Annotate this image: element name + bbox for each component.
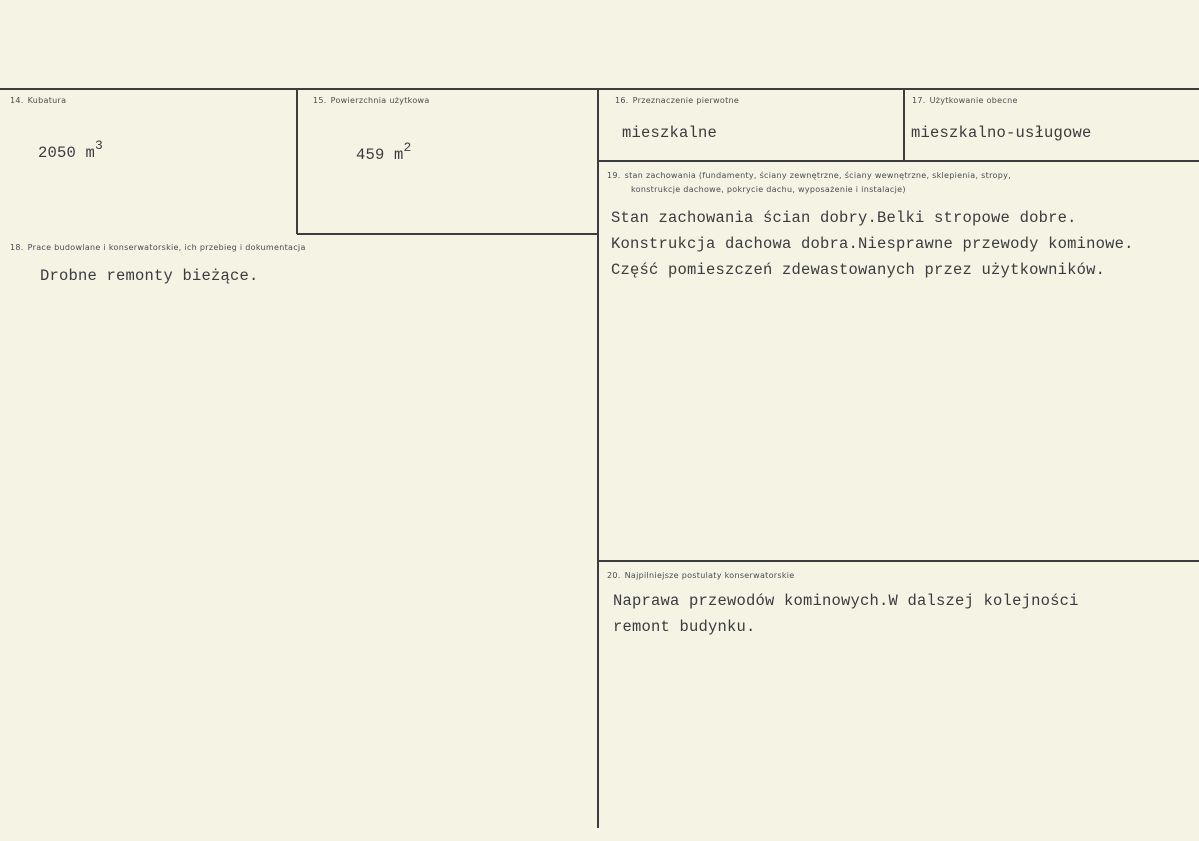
field-16-number: 16.	[615, 96, 629, 105]
field-15-value	[356, 142, 412, 164]
field-19-label	[607, 171, 1011, 180]
field-19-text	[611, 205, 1134, 283]
field-15-label	[313, 96, 430, 105]
powierzchnia-unit: m	[394, 146, 404, 165]
field-16-label	[615, 96, 739, 105]
row1-bottom-left-border	[297, 233, 598, 235]
field-18-label	[10, 243, 306, 252]
field-17-label-text: Użytkowanie obecne	[929, 96, 1018, 105]
field-19-label-line2: konstrukcje dachowe, pokrycie dachu, wyposażenie i instalacje)	[631, 185, 906, 194]
main-vertical-divider	[597, 90, 599, 828]
field-16-label-text: Przeznaczenie pierwotne	[632, 96, 740, 105]
kubatura-unit: m	[85, 144, 96, 163]
kubatura-unit-exponent: 3	[95, 138, 104, 153]
field-14-label-text: Kubatura	[27, 96, 67, 105]
field-19-line: Stan zachowania ścian dobry.Belki stropowe dobre.	[611, 209, 1077, 227]
field-19-number: 19.	[607, 171, 621, 180]
field-15-label-text: Powierzchnia użytkowa	[330, 96, 430, 105]
field-18-value: Drobne remonty bieżące.	[40, 267, 259, 285]
field-18-label-text: Prace budowlane i konserwatorskie, ich przebieg i dokumentacja	[27, 243, 306, 252]
field-20-number: 20.	[607, 571, 621, 580]
field-19-line: Konstrukcja dachowa dobra.Niesprawne przewody kominowe.	[611, 235, 1134, 253]
powierzchnia-unit-exponent: 2	[403, 140, 412, 155]
divider-14-15	[296, 90, 298, 234]
field-18-number: 18.	[10, 243, 24, 252]
field-15-number: 15.	[313, 96, 327, 105]
field-19-label-text: stan zachowania (fundamenty, ściany zewnętrzne, ściany wewnętrzne, sklepienia, stropy,	[624, 171, 1011, 180]
top-border	[0, 88, 1199, 90]
divider-16-17	[903, 90, 905, 161]
section-19-bottom-border	[598, 560, 1199, 562]
field-20-label	[607, 571, 795, 580]
kubatura-value: 2050	[38, 144, 77, 163]
field-16-value: mieszkalne	[622, 124, 718, 142]
field-20-line: remont budynku.	[613, 618, 756, 636]
field-17-label	[912, 96, 1018, 105]
field-14-number: 14.	[10, 96, 24, 105]
field-17-number: 17.	[912, 96, 926, 105]
field-20-label-text: Najpilniejsze postulaty konserwatorskie	[624, 571, 795, 580]
field-17-value: mieszkalno-usługowe	[911, 124, 1092, 142]
field-20-line: Naprawa przewodów kominowych.W dalszej kolejności	[613, 592, 1079, 610]
field-14-value	[38, 140, 103, 162]
field-20-text	[613, 588, 1079, 640]
field-14-label	[10, 96, 66, 105]
field-19-line: Część pomieszczeń zdewastowanych przez użytkowników.	[611, 261, 1106, 279]
powierzchnia-value: 459	[356, 146, 385, 165]
row1-bottom-right-border	[598, 160, 1199, 162]
